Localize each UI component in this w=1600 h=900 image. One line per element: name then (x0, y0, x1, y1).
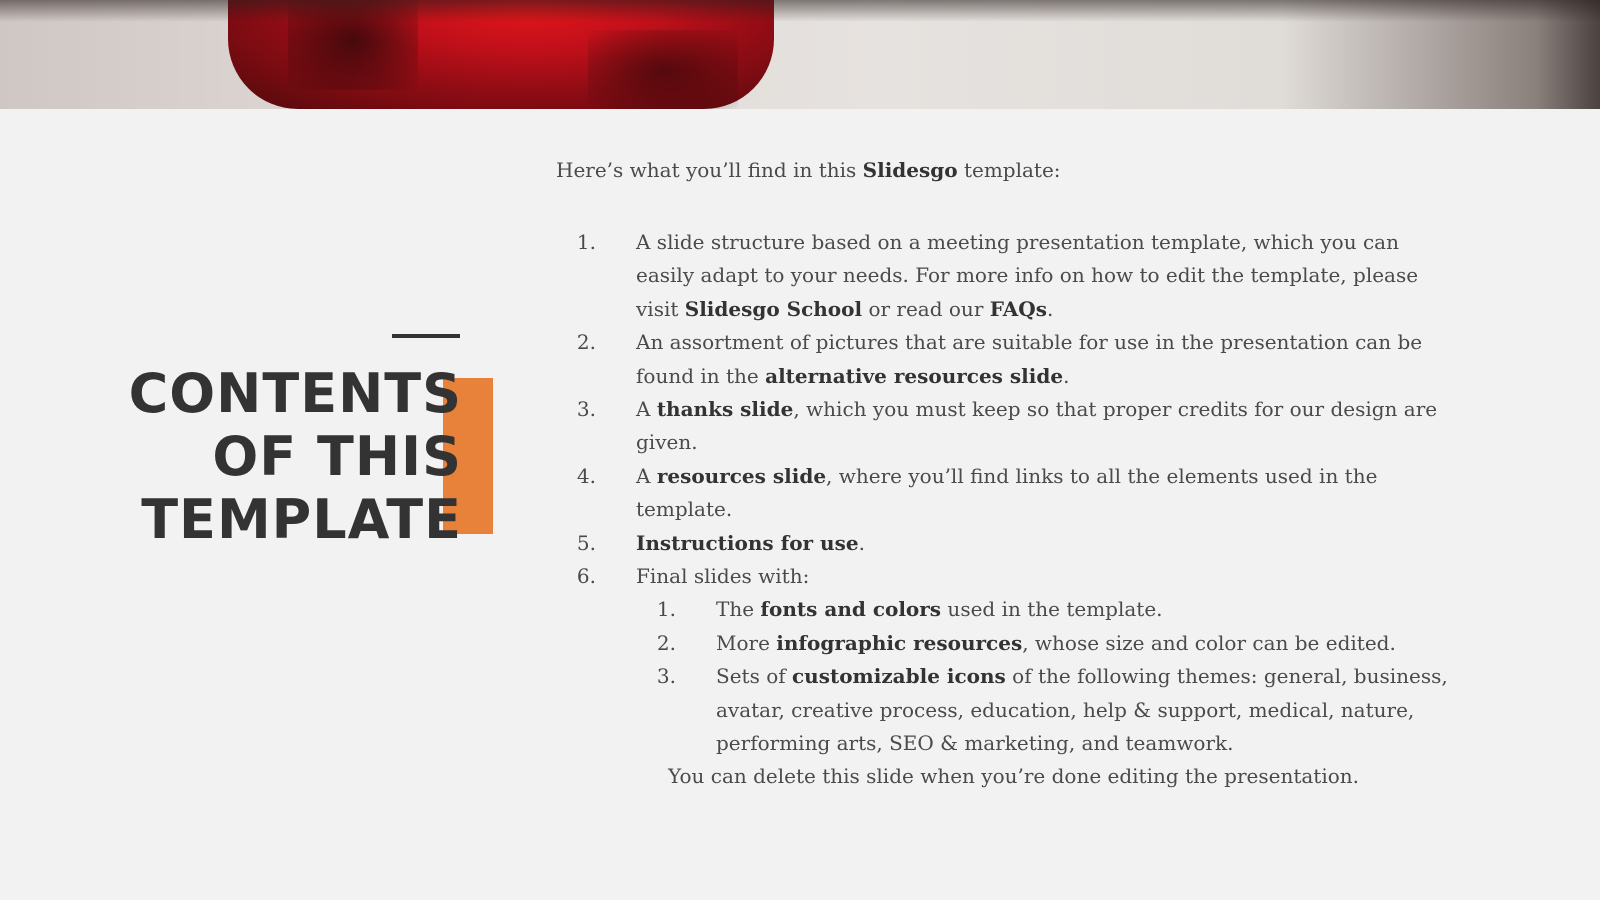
list-item (556, 460, 1456, 527)
sub-list-item (636, 627, 1456, 660)
list-number: 4. (576, 463, 596, 488)
item-text: or read our (862, 296, 990, 321)
slide-title (100, 362, 462, 551)
item-text: , where you’ll find links to all the elements used in the template. (636, 463, 1378, 522)
hero-shadow (0, 0, 1600, 22)
item-bold: resources slide (656, 463, 827, 488)
list-number: 6. (576, 564, 596, 589)
list-item (556, 560, 1456, 760)
item-bold: infographic resources (776, 630, 1023, 655)
item-text: . (858, 530, 865, 555)
item-text: A (636, 397, 657, 422)
item-text: A (636, 463, 657, 488)
item-text: , which you must keep so that proper credits for our design are given. (636, 397, 1438, 455)
list-number: 3. (576, 397, 596, 422)
list-number: 5. (576, 530, 596, 555)
item-text: Sets of (716, 664, 792, 689)
item-bold: thanks slide (656, 397, 794, 422)
item-bold: Instructions for use (636, 530, 859, 555)
list-number: 1. (576, 230, 596, 254)
title-line: TEMPLATE (141, 488, 462, 551)
title-line: OF THIS (212, 425, 462, 488)
item-text: . (1046, 296, 1054, 321)
hero-image (0, 0, 1600, 109)
item-bold: Slidesgo School (684, 296, 863, 321)
sub-list-item (636, 593, 1456, 626)
item-text: . (1063, 363, 1070, 388)
item-text: More (716, 630, 777, 655)
glass-shadow (588, 30, 738, 109)
list-item (556, 527, 1456, 560)
list-item (556, 226, 1456, 326)
item-bold: fonts and colors (760, 597, 942, 622)
item-text: A slide structure based on a meeting presentation template, which you can easily adapt to your needs. For more info on how to edit the template, please visit (636, 230, 1419, 321)
list-item (556, 326, 1456, 393)
item-bold: FAQs (989, 296, 1047, 321)
title-rule (392, 334, 460, 338)
list-number: 2. (576, 330, 596, 355)
item-bold: alternative resources slide (765, 363, 1064, 388)
intro-text (556, 158, 1061, 182)
list-item (556, 393, 1456, 460)
title-line: CONTENTS (128, 362, 462, 425)
sub-list (636, 593, 1456, 760)
intro-brand: Slidesgo (862, 158, 958, 182)
contents-list (556, 226, 1456, 761)
item-text: , whose size and color can be edited. (1022, 630, 1396, 655)
item-text: used in the template. (941, 597, 1163, 622)
item-text: Final slides with: (636, 564, 810, 589)
intro-before: Here’s what you’ll find in this (556, 158, 863, 182)
list-number: 3. (656, 664, 676, 689)
item-text: The (716, 597, 761, 622)
item-bold: customizable icons (792, 664, 1006, 689)
list-number: 1. (656, 597, 676, 622)
footer-note: You can delete this slide when you’re done editing the presentation. (668, 764, 1359, 788)
list-number: 2. (656, 630, 676, 655)
item-text: of the following themes: general, business, avatar, creative process, education, help & support, medical, nature, performing arts, SEO & marketing, and teamwork. (716, 664, 1448, 756)
sub-list-item (636, 660, 1456, 760)
intro-after: template: (957, 158, 1061, 182)
item-text: An assortment of pictures that are suitable for use in the presentation can be found in the (636, 330, 1423, 388)
